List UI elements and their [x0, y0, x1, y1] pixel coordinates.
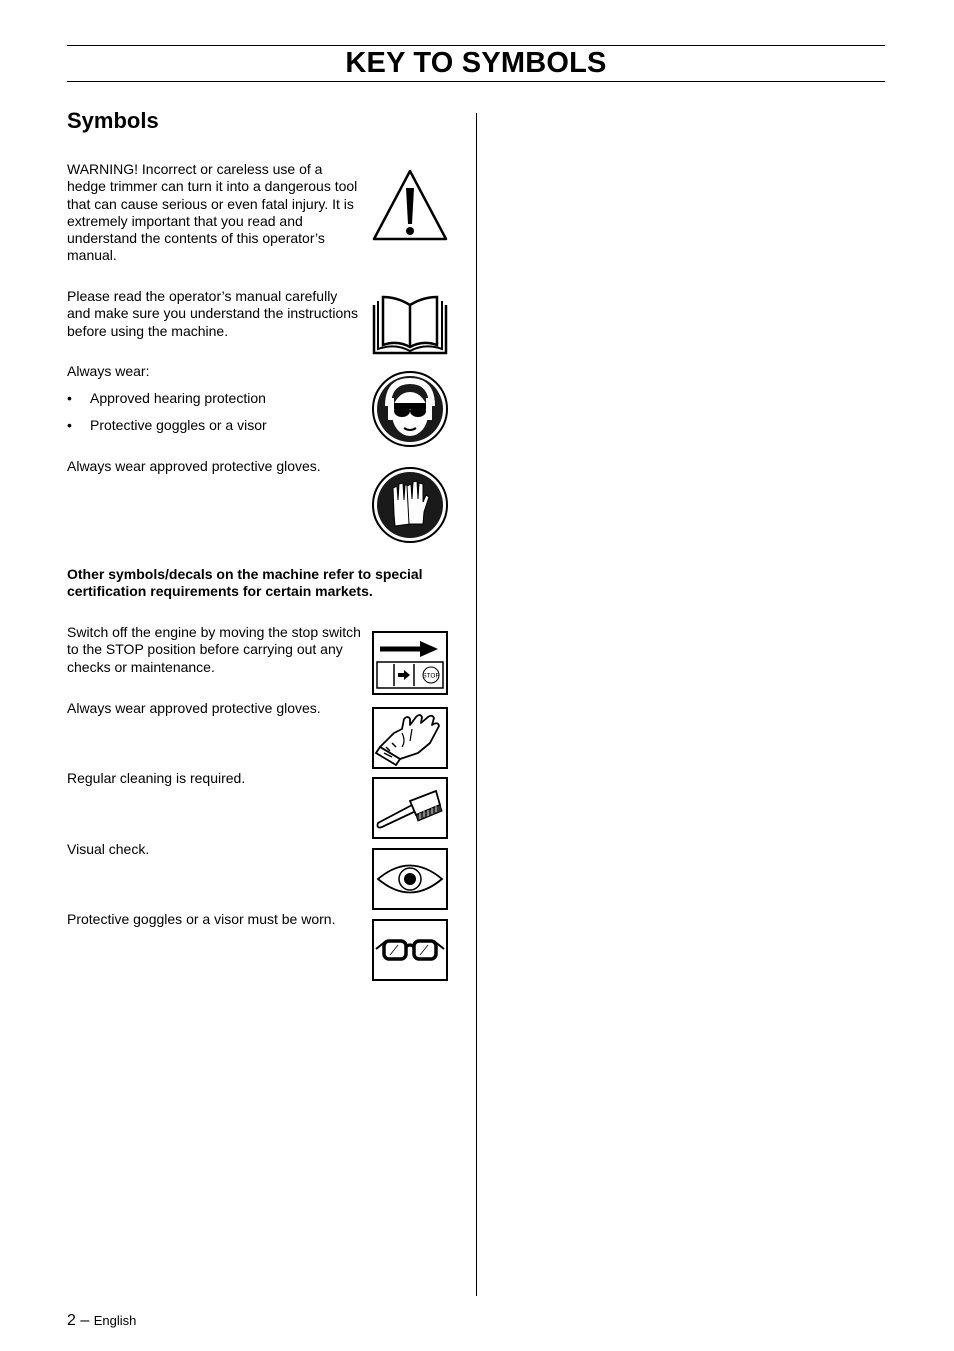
column-divider: [476, 113, 477, 1296]
hearing-eye-protection-icon: [371, 370, 449, 448]
gloves-icon: [371, 466, 449, 544]
page-title: KEY TO SYMBOLS: [345, 47, 607, 79]
bullet-item: • Approved hearing protection: [67, 390, 266, 406]
gloves-paragraph: Always wear approved protective gloves.: [67, 458, 321, 474]
svg-text:STOP: STOP: [422, 672, 440, 680]
brush-icon: [372, 777, 448, 839]
page-number: 2 –: [67, 1312, 90, 1329]
cleaning-paragraph: Regular cleaning is required.: [67, 770, 246, 786]
gloves2-paragraph: Always wear approved protective gloves.: [67, 700, 321, 716]
goggles-paragraph: Protective goggles or a visor must be worn.: [67, 911, 336, 927]
open-book-icon: [371, 295, 449, 355]
eye-icon: [372, 848, 448, 910]
read-manual-paragraph: Please read the operator’s manual carefully and make sure you understand the instructions before using the machine.: [67, 288, 359, 339]
visual-check-paragraph: Visual check.: [67, 841, 150, 857]
section-title: Symbols: [67, 108, 159, 133]
bullet-item: • Protective goggles or a visor: [67, 417, 267, 433]
warning-paragraph: WARNING! Incorrect or careless use of a hedge trimmer can turn it into a dangerous tool that can cause serious or even fatal injury. It is extremely important that you read and understand the contents of this operator’s manual.: [67, 161, 358, 264]
glove-icon: [372, 707, 448, 769]
stop-switch-paragraph: Switch off the engine by moving the stop switch to the STOP position before carrying out any checks or maintenance.: [67, 624, 361, 675]
footer-language: English: [93, 1313, 137, 1328]
always-wear-label: Always wear:: [67, 363, 150, 379]
header-rule-bottom: [67, 81, 885, 82]
goggles-icon: [372, 919, 448, 981]
other-symbols-paragraph: Other symbols/decals on the machine refer to special certification requirements for certain markets.: [67, 566, 423, 600]
page-footer: [67, 1311, 136, 1331]
warning-triangle-icon: [371, 168, 449, 242]
stop-switch-icon: [372, 631, 448, 695]
